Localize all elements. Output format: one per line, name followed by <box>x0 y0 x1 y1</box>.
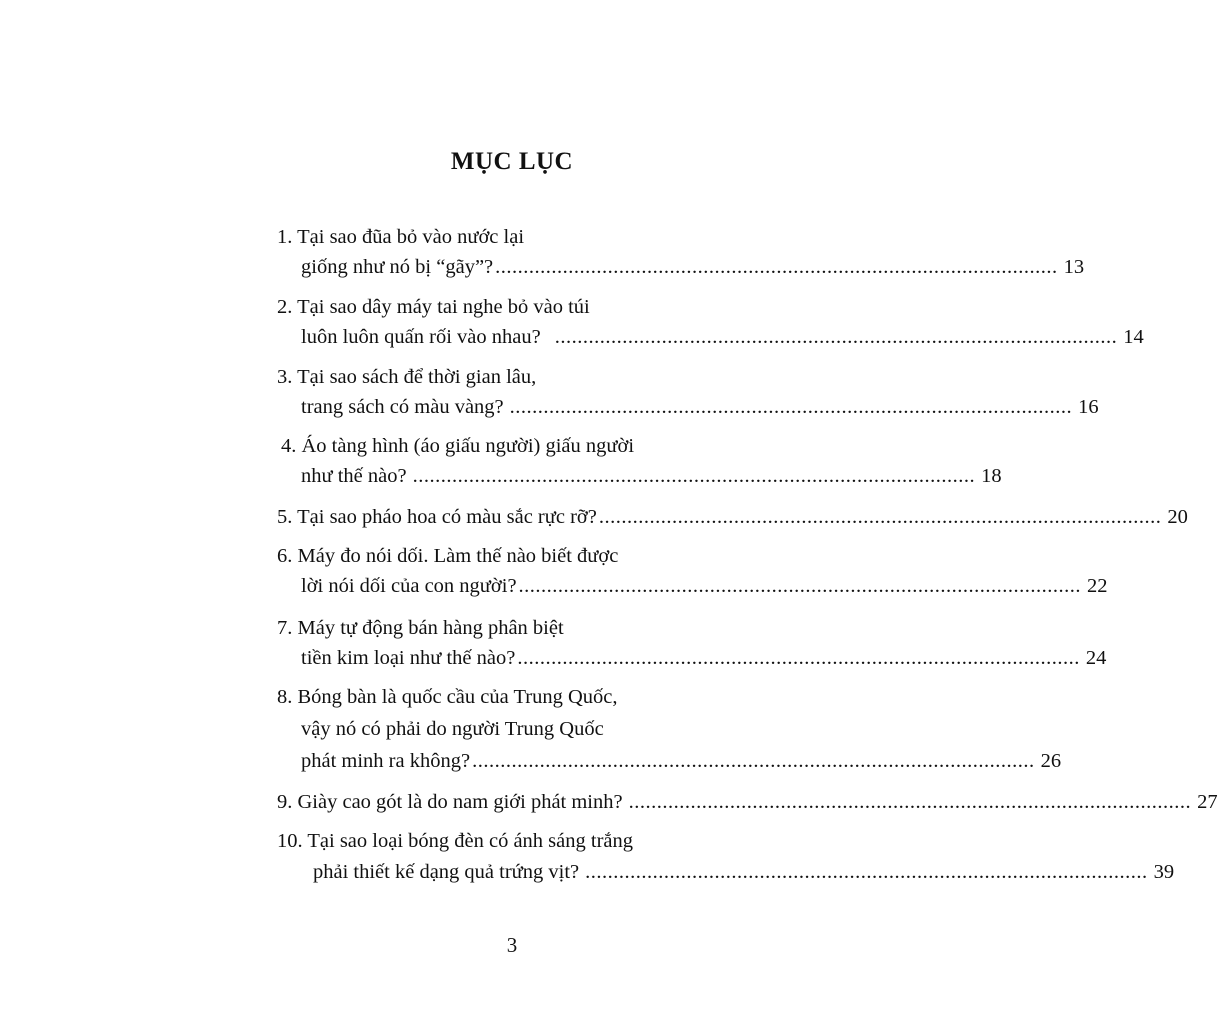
toc-entry-8-text: phát minh ra không? <box>301 750 471 772</box>
dot-leader: .................................................................................................... <box>518 575 1082 597</box>
page-number: 3 <box>506 933 518 957</box>
toc-entry-5-line-1 <box>277 504 1188 530</box>
toc-entry-10-line-2 <box>313 859 1175 885</box>
toc-entry-10-line-1: 10. Tại sao loại bóng đèn có ánh sáng trắng <box>277 830 634 852</box>
toc-entry-2-line-1: 2. Tại sao dây máy tai nghe bỏ vào túi <box>277 296 590 318</box>
page-title: MỤC LỤC <box>450 148 574 175</box>
toc-entry-9-page: 27 <box>1197 791 1218 813</box>
toc-entry-4-line-2 <box>301 463 1002 489</box>
toc-entry-3-page: 16 <box>1078 396 1099 418</box>
toc-entry-8-line-3 <box>301 748 1062 774</box>
toc-entry-8-line-2: vậy nó có phải do người Trung Quốc <box>301 718 604 740</box>
dot-leader: .................................................................................................... <box>598 506 1162 528</box>
toc-entry-3-text: trang sách có màu vàng? <box>301 396 504 418</box>
dot-leader: .................................................................................................... <box>472 750 1035 772</box>
dot-leader: .................................................................................................... <box>628 791 1192 813</box>
dot-leader: .................................................................................................... <box>585 861 1148 883</box>
toc-entry-10-text: phải thiết kế dạng quả trứng vịt? <box>313 861 580 883</box>
toc-entry-4-line-1: 4. Áo tàng hình (áo giấu người) giấu người <box>281 435 635 457</box>
toc-entry-4-page: 18 <box>981 465 1002 487</box>
dot-leader: .................................................................................................... <box>517 647 1080 669</box>
toc-entry-1-line-2 <box>301 254 1085 280</box>
toc-entry-8-line-1: 8. Bóng bàn là quốc cầu của Trung Quốc, <box>277 686 618 708</box>
toc-entry-3-line-1: 3. Tại sao sách để thời gian lâu, <box>277 366 537 388</box>
toc-entry-9-line-1 <box>277 789 1218 815</box>
toc-entry-6-text: lời nói dối của con người? <box>301 575 517 597</box>
toc-entry-7-text: tiền kim loại như thế nào? <box>301 647 516 669</box>
dot-leader: .................................................................................................... <box>509 396 1073 418</box>
dot-leader: .................................................................................................... <box>554 326 1118 348</box>
toc-entry-6-line-2 <box>301 573 1108 599</box>
dot-leader: .................................................................................................... <box>495 256 1058 278</box>
toc-entry-10-page: 39 <box>1153 861 1175 883</box>
toc-entry-5-page: 20 <box>1167 506 1188 528</box>
toc-entry-2-page: 14 <box>1123 326 1144 348</box>
toc-entry-3-line-2 <box>301 394 1099 420</box>
dot-leader: .................................................................................................... <box>412 465 976 487</box>
toc-entry-8-page: 26 <box>1040 750 1062 772</box>
toc-entry-2-text: luôn luôn quấn rối vào nhau? <box>301 326 541 348</box>
toc-entry-7-line-1: 7. Máy tự động bán hàng phân biệt <box>277 617 564 639</box>
toc-entry-1-line-1: 1. Tại sao đũa bỏ vào nước lại <box>277 226 525 248</box>
toc-entry-2-line-2 <box>301 324 1144 350</box>
toc-entry-4-text: như thế nào? <box>301 465 407 487</box>
toc-entry-9-text: 9. Giày cao gót là do nam giới phát minh? <box>277 791 623 813</box>
toc-entry-1-text: giống như nó bị “gãy”? <box>301 256 494 278</box>
toc-entry-5-text: 5. Tại sao pháo hoa có màu sắc rực rỡ? <box>277 506 597 528</box>
toc-entry-6-line-1: 6. Máy đo nói dối. Làm thế nào biết được <box>277 545 619 567</box>
toc-entry-7-page: 24 <box>1085 647 1107 669</box>
toc-entry-1-page: 13 <box>1063 256 1085 278</box>
toc-entry-7-line-2 <box>301 645 1107 671</box>
toc-entry-6-page: 22 <box>1087 575 1108 597</box>
